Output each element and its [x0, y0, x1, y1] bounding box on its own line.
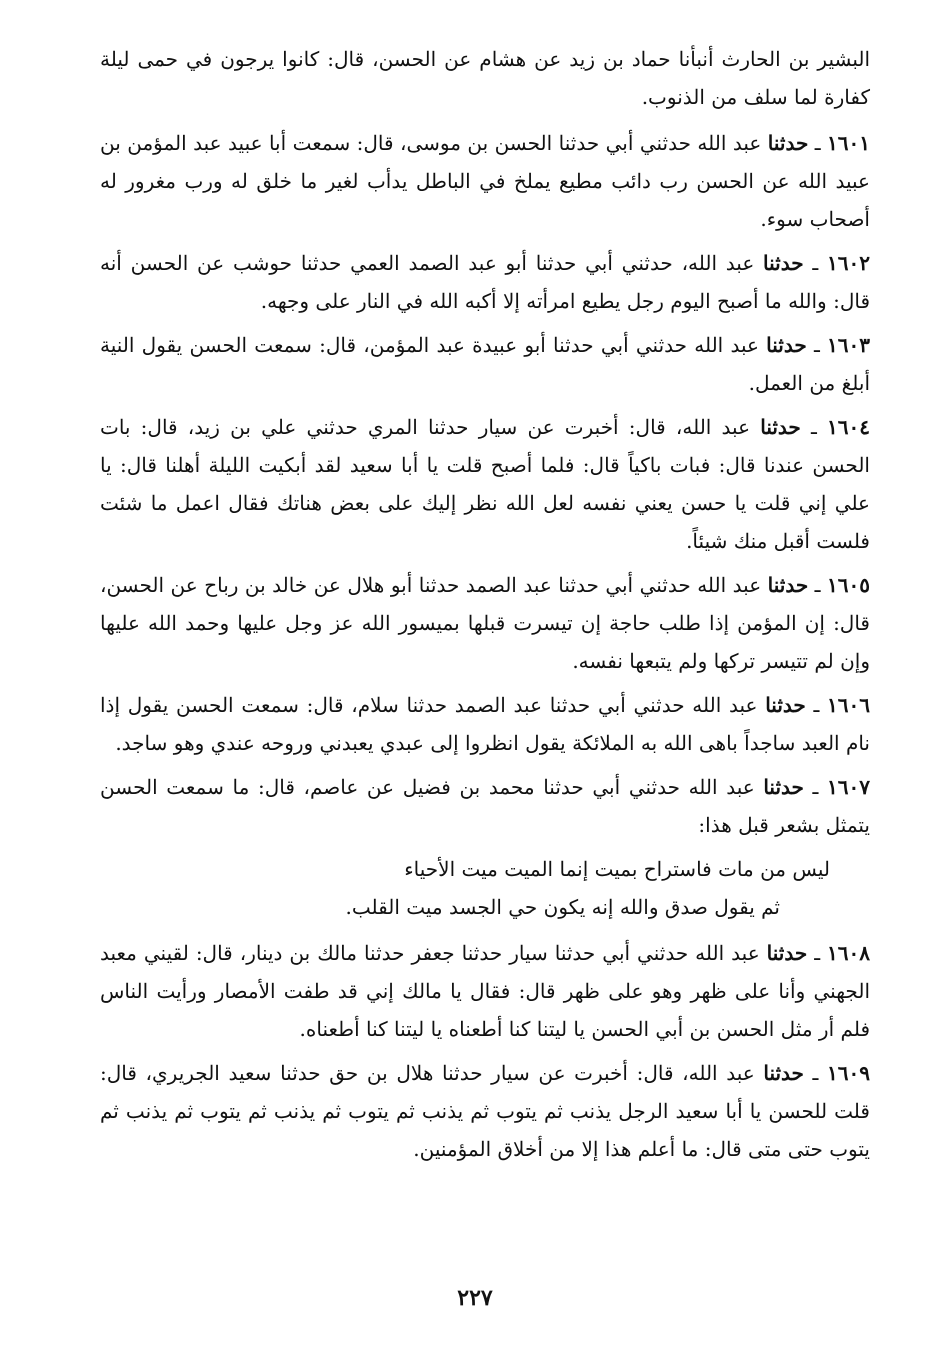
- entry-number: ١٦٠٣: [827, 333, 871, 357]
- entry-number: ١٦٠٩: [827, 1061, 871, 1085]
- entry-lead: حدثنا: [760, 415, 801, 439]
- entry-text: عبد الله حدثني أبي حدثنا محمد بن فضيل عن عاصم، قال: ما سمعت الحسن يتمثل بشعر قبل هذا:: [100, 775, 870, 837]
- entry-text: عبد الله، قال: أخبرت عن سيار حدثنا هلال بن حق حدثنا سعيد الجريري، قال: قلت للحسن يا أبا سعيد الرجل يذنب ثم يتوب ثم يذنب ثم يتوب ثم يذنب ثم يتوب ثم يذنب ثم يتوب حتى متى قال: ما أعلم هذا إلا من أخلاق المؤمنين.: [100, 1061, 870, 1161]
- entry-text: عبد الله حدثني أبي حدثنا سيار حدثنا جعفر حدثنا مالك بن دينار، قال: لقيني معبد الجهني وأنا على ظهر وهو على ظهر قال: فقال يا مالك إني قد طفت الأمصار ورأيت الناس فلم أر مثل الحسن بن أبي الحسن يا ليتنا كنا أطعناه يا ليتنا كنا أطعناه.: [100, 941, 870, 1041]
- entry-text: عبد الله حدثني أبي حدثنا عبد الصمد حدثنا سلام، قال: سمعت الحسن يقول إذا نام العبد ساجداً باهى الله به الملائكة يقول انظروا إلى عبدي يعبدني وروحه عندي وهو ساجد.: [100, 693, 870, 755]
- entry-1607: ١٦٠٧ ـ حدثنا عبد الله حدثني أبي حدثنا محمد بن فضيل عن عاصم، قال: ما سمعت الحسن يتمثل بشعر قبل هذا:: [100, 775, 870, 837]
- entry-text: عبد الله حدثني أبي حدثنا الحسن بن موسى، قال: سمعت أبا عبيد عبد المؤمن بن عبيد الله عن الحسن رب دائب مطيع يملخ في الباطل يدأب لغير ما خلق له ورب مغرور له أصحاب سوء.: [100, 131, 870, 231]
- entry-1606: ١٦٠٦ ـ حدثنا عبد الله حدثني أبي حدثنا عبد الصمد حدثنا سلام، قال: سمعت الحسن يقول إذا نام العبد ساجداً باهى الله به الملائكة يقول انظروا إلى عبدي يعبدني وروحه عندي وهو ساجد.: [100, 693, 871, 755]
- intro-paragraph: البشير بن الحارث أنبأنا حماد بن زيد عن هشام عن الحسن، قال: كانوا يرجون في حمى ليلة كفارة لما سلف من الذنوب.: [100, 47, 870, 109]
- entry-text: عبد الله، حدثني أبي حدثنا أبو عبد الصمد العمي حدثنا حوشب عن الحسن أنه قال: والله ما أصبح اليوم رجل يطيع امرأته إلا أكبه الله في النار على وجهه.: [100, 251, 870, 313]
- entry-lead: حدثنا: [763, 251, 804, 275]
- entry-text: عبد الله، قال: أخبرت عن سيار حدثنا المري حدثني علي بن زيد، قال: بات الحسن عندنا قال: فبات باكياً قال: فلما أصبح قلت يا أبا سعيد لقد أبكيت الليلة أهلنا قال: يا علي إني قلت يا حسن يعني نفسه لعل الله نظر إليك على بعض هناتك فقال اعمل ما شئت فلست أقبل منك شيئاً.: [100, 415, 870, 553]
- entry-number: ١٦٠١: [827, 131, 871, 155]
- page-number: ٢٢٧: [457, 1285, 493, 1311]
- entry-text: عبد الله حدثني أبي حدثنا عبد الصمد حدثنا أبو هلال عن خالد بن رباح عن الحسن، قال: إن المؤمن إذا طلب حاجة إن تيسرت قبلها بميسور الله عز وجل عليها وحمد الله عليها وإن لم تتيسر تركها ولم يتبعها نفسه.: [100, 573, 870, 673]
- entry-number: ١٦٠٧: [827, 775, 870, 799]
- entry-lead: حدثنا: [765, 693, 806, 717]
- entry-1603: ١٦٠٣ ـ حدثنا عبد الله حدثني أبي حدثنا أبو عبيدة عبد المؤمن، قال: سمعت الحسن يقول النية أبلغ من العمل.: [100, 333, 871, 395]
- entry-lead: حدثنا: [763, 775, 804, 799]
- entry-1609: ١٦٠٩ ـ حدثنا عبد الله، قال: أخبرت عن سيار حدثنا هلال بن حق حدثنا سعيد الجريري، قال: قلت للحسن يا أبا سعيد الرجل يذنب ثم يتوب ثم يذنب ثم يتوب ثم يذنب ثم يتوب ثم يذنب ثم يتوب حتى متى قال: ما أعلم هذا إلا من أخلاق المؤمنين.: [100, 1061, 871, 1161]
- poem-comment: ثم يقول صدق والله إنه يكون حي الجسد ميت القلب.: [345, 895, 780, 919]
- entry-number: ١٦٠٨: [827, 941, 871, 965]
- entry-number: ١٦٠٤: [827, 415, 871, 439]
- entry-lead: حدثنا: [767, 131, 809, 155]
- entry-number: ١٦٠٢: [827, 251, 870, 275]
- entry-lead: حدثنا: [766, 333, 807, 357]
- entry-1608: ١٦٠٨ ـ حدثنا عبد الله حدثني أبي حدثنا سيار حدثنا جعفر حدثنا مالك بن دينار، قال: لقيني معبد الجهني وأنا على ظهر وهو على ظهر قال: فقال يا مالك إني قد طفت الأمصار ورأيت الناس فلم أر مثل الحسن بن أبي الحسن يا ليتنا كنا أطعناه يا ليتنا كنا أطعناه.: [100, 941, 871, 1041]
- page-body: [100, 40, 870, 1174]
- entry-1602: ١٦٠٢ ـ حدثنا عبد الله، حدثني أبي حدثنا أبو عبد الصمد العمي حدثنا حوشب عن الحسن أنه قال: والله ما أصبح اليوم رجل يطيع امرأته إلا أكبه الله في النار على وجهه.: [100, 251, 870, 313]
- entry-text: عبد الله حدثني أبي حدثنا أبو عبيدة عبد المؤمن، قال: سمعت الحسن يقول النية أبلغ من العمل.: [100, 333, 870, 395]
- entry-1601: ١٦٠١ ـ حدثنا عبد الله حدثني أبي حدثنا الحسن بن موسى، قال: سمعت أبا عبيد عبد المؤمن بن عبيد الله عن الحسن رب دائب مطيع يملخ في الباطل يدأب لغير ما خلق له ورب مغرور له أصحاب سوء.: [100, 131, 871, 231]
- entry-1604: ١٦٠٤ ـ حدثنا عبد الله، قال: أخبرت عن سيار حدثنا المري حدثني علي بن زيد، قال: بات الحسن عندنا قال: فبات باكياً قال: فلما أصبح قلت يا أبا سعيد لقد أبكيت الليلة أهلنا قال: يا علي إني قلت يا حسن يعني نفسه لعل الله نظر إليك على بعض هناتك فقال اعمل ما شئت فلست أقبل منك شيئاً.: [100, 415, 871, 553]
- entry-lead: حدثنا: [767, 573, 809, 597]
- poem-verse: ليس من مات فاستراح بميت إنما الميت ميت الأحياء: [404, 857, 830, 881]
- entry-lead: حدثنا: [763, 1061, 804, 1085]
- entry-lead: حدثنا: [766, 941, 808, 965]
- entry-1605: ١٦٠٥ ـ حدثنا عبد الله حدثني أبي حدثنا عبد الصمد حدثنا أبو هلال عن خالد بن رباح عن الحسن، قال: إن المؤمن إذا طلب حاجة إن تيسرت قبلها بميسور الله عز وجل عليها وحمد الله عليها وإن لم تتيسر تركها ولم يتبعها نفسه.: [100, 573, 870, 673]
- entry-number: ١٦٠٦: [827, 693, 871, 717]
- entry-number: ١٦٠٥: [827, 573, 870, 597]
